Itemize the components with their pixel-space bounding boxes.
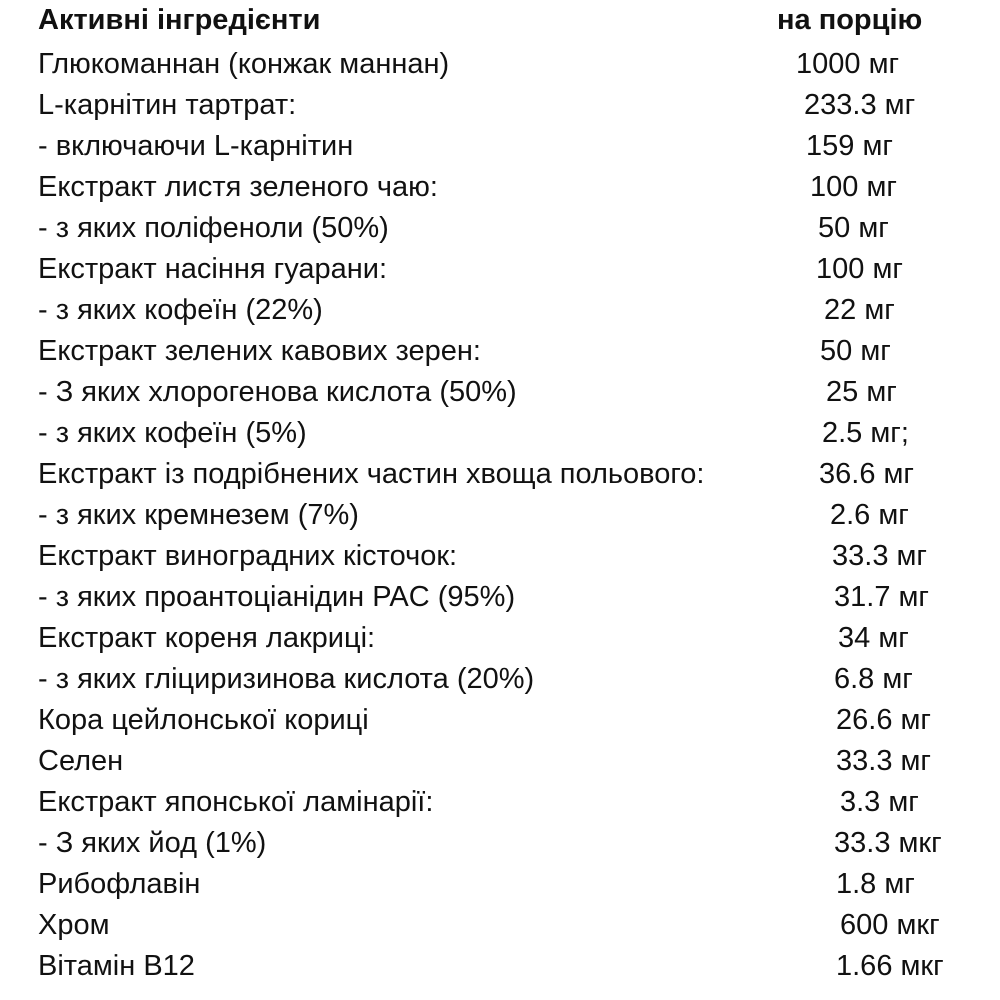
ingredient-name: Екстракт із подрібнених частин хвоща польового: (38, 458, 705, 490)
ingredient-name: Кора цейлонської кориці (38, 704, 369, 736)
ingredient-row (0, 782, 1000, 823)
ingredient-row (0, 700, 1000, 741)
ingredient-name: Рибофлавін (38, 868, 201, 900)
ingredient-name: - з яких гліциризинова кислота (20%) (38, 663, 535, 695)
ingredient-amount: 600 мкг (840, 909, 940, 941)
ingredient-name: - з яких поліфеноли (50%) (38, 212, 389, 244)
ingredient-name: Екстракт кореня лакриці: (38, 622, 376, 654)
ingredient-row (0, 85, 1000, 126)
ingredient-amount: 159 мг (806, 130, 893, 162)
ingredient-amount: 2.6 мг (830, 499, 909, 531)
ingredient-row (0, 167, 1000, 208)
ingredient-name: - з яких кремнезем (7%) (38, 499, 359, 531)
ingredient-amount: 31.7 мг (834, 581, 930, 613)
ingredient-row (0, 126, 1000, 167)
ingredient-amount: 25 мг (826, 376, 897, 408)
ingredient-amount: 1000 мг (796, 48, 900, 80)
ingredient-row (0, 454, 1000, 495)
ingredient-name: - З яких хлорогенова кислота (50%) (38, 376, 517, 408)
ingredient-amount: 2.5 мг; (822, 417, 909, 449)
ingredient-row (0, 741, 1000, 782)
table-header (0, 0, 1000, 41)
ingredient-row (0, 372, 1000, 413)
ingredient-name: - З яких йод (1%) (38, 827, 267, 859)
ingredient-row (0, 618, 1000, 659)
ingredient-name: Екстракт зелених кавових зерен: (38, 335, 481, 367)
ingredient-amount: 6.8 мг (834, 663, 913, 695)
ingredient-amount: 233.3 мг (804, 89, 916, 121)
ingredient-name: Хром (38, 909, 110, 941)
ingredient-amount: 3.3 мг (840, 786, 919, 818)
ingredient-name: Селен (38, 745, 124, 777)
ingredient-row (0, 249, 1000, 290)
ingredient-name: - з яких кофеїн (22%) (38, 294, 323, 326)
ingredient-name: - з яких проантоціанідин PAC (95%) (38, 581, 516, 613)
ingredient-amount: 22 мг (824, 294, 895, 326)
ingredient-row (0, 413, 1000, 454)
ingredient-name: Глюкоманнан (конжак маннан) (38, 48, 450, 80)
ingredient-amount: 33.3 мг (832, 540, 928, 572)
ingredient-row (0, 823, 1000, 864)
ingredient-amount: 100 мг (810, 171, 897, 203)
ingredient-amount: 1.8 мг (836, 868, 915, 900)
ingredient-amount: 33.3 мг (836, 745, 932, 777)
ingredient-row (0, 659, 1000, 700)
ingredient-amount: 26.6 мг (836, 704, 932, 736)
per-serving-header-label: на порцію (777, 4, 923, 36)
ingredient-row (0, 905, 1000, 946)
ingredient-row (0, 864, 1000, 905)
ingredient-amount: 50 мг (818, 212, 889, 244)
ingredient-amount: 100 мг (816, 253, 903, 285)
ingredient-name: Вітамін B12 (38, 950, 195, 982)
ingredient-row (0, 536, 1000, 577)
ingredient-name: Екстракт виноградних кісточок: (38, 540, 458, 572)
ingredient-amount: 33.3 мкг (834, 827, 942, 859)
ingredient-row (0, 946, 1000, 987)
ingredient-amount: 36.6 мг (819, 458, 915, 490)
ingredient-name: - з яких кофеїн (5%) (38, 417, 307, 449)
ingredient-name: Екстракт листя зеленого чаю: (38, 171, 438, 203)
ingredient-name: - включаючи L-карнітин (38, 130, 354, 162)
ingredient-amount: 34 мг (838, 622, 909, 654)
ingredient-name: Екстракт японської ламінарії: (38, 786, 434, 818)
ingredient-row (0, 495, 1000, 536)
ingredient-amount: 1.66 мкг (836, 950, 944, 982)
ingredient-row (0, 44, 1000, 85)
ingredient-row (0, 208, 1000, 249)
ingredient-amount: 50 мг (820, 335, 891, 367)
ingredient-row (0, 290, 1000, 331)
ingredient-name: L-карнітин тартрат: (38, 89, 297, 121)
ingredient-row (0, 577, 1000, 618)
ingredient-name: Екстракт насіння гуарани: (38, 253, 388, 285)
ingredients-header-label: Активні інгредієнти (38, 4, 321, 36)
ingredient-row (0, 331, 1000, 372)
